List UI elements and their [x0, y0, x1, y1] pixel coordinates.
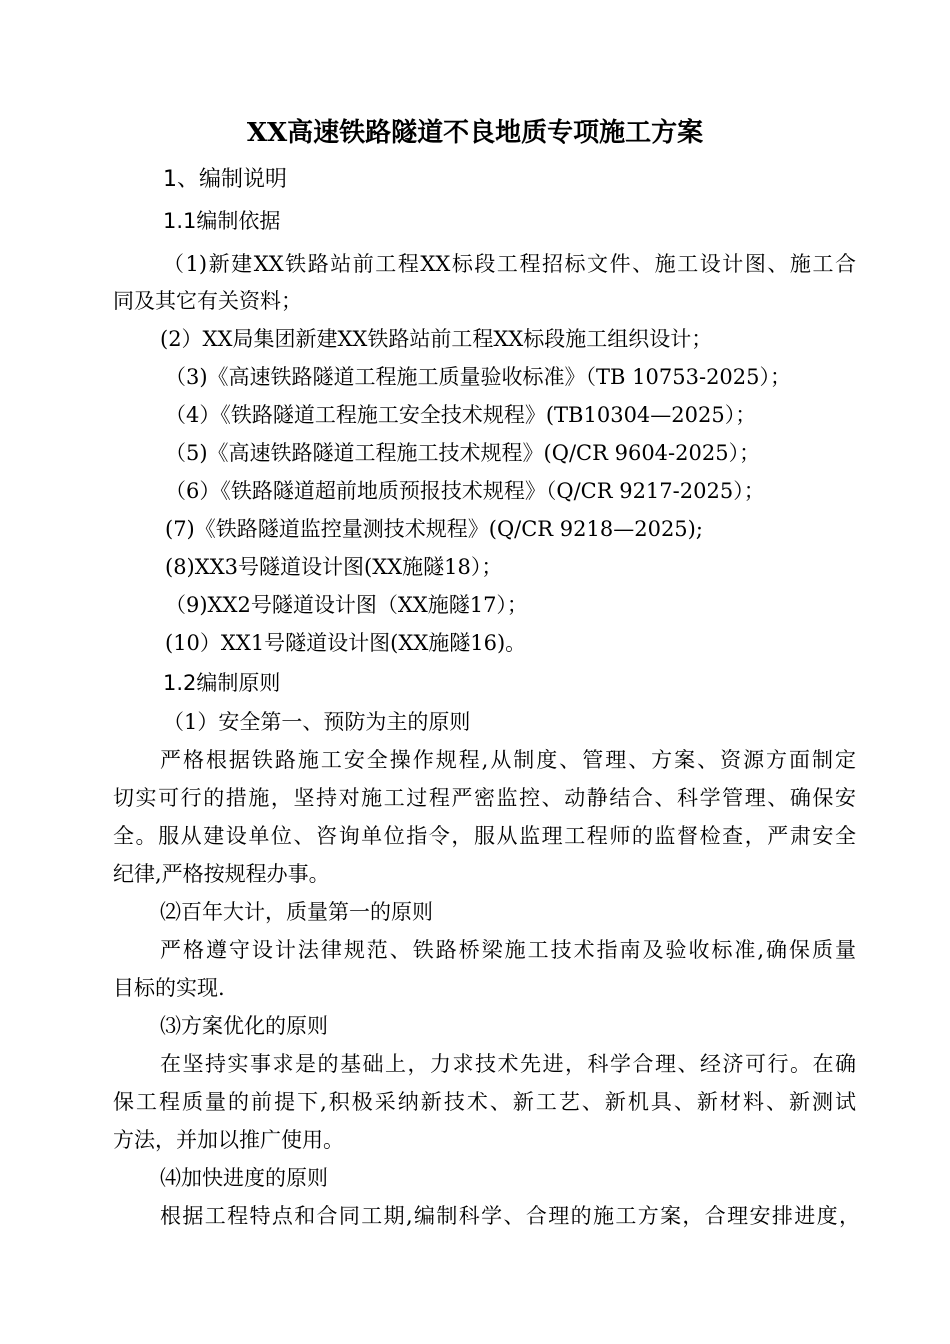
- principle-text-line: 根据工程特点和合同工期,编制科学、合理的施工方案，合理安排进度，: [160, 1204, 860, 1228]
- principle-heading-2: ⑵百年大计，质量第一的原则: [160, 900, 433, 924]
- section-heading-1-2: 1.2编制原则: [163, 671, 281, 695]
- principle-heading-4: ⑷加快进度的原则: [160, 1166, 328, 1190]
- basis-line-4: （4）《铁路隧道工程施工安全技术规程》(TB10304—2025）；: [165, 403, 757, 427]
- principle-text-line: 纪律,严格按规程办事。: [113, 862, 330, 886]
- principle-heading-3: ⑶方案优化的原则: [160, 1014, 328, 1038]
- basis-line-2: (2）XX局集团新建XX铁路站前工程XX标段施工组织设计；: [160, 327, 713, 351]
- basis-line-8: (8)XX3号隧道设计图(XX施隧18）；: [165, 555, 503, 579]
- basis-line-1: （1)新建XX铁路站前工程XX标段工程招标文件、施工设计图、施工合: [163, 252, 856, 276]
- basis-line-1-cont: 同及其它有关资料；: [113, 289, 302, 313]
- principle-text-line: 在坚持实事求是的基础上，力求技术先进，科学合理、经济可行。在确: [160, 1052, 856, 1076]
- section-heading-1-1: 1.1编制依据: [163, 209, 281, 233]
- principle-text-line: 保工程质量的前提下,积极采纳新技术、新工艺、新机具、新材料、新测试: [113, 1090, 856, 1114]
- principle-text-line: 方法，并加以推广使用。: [113, 1128, 344, 1152]
- principle-text-line: 严格根据铁路施工安全操作规程,从制度、管理、方案、资源方面制定: [160, 748, 856, 772]
- principle-heading-1: （1）安全第一、预防为主的原则: [163, 710, 471, 734]
- principle-text-line: 严格遵守设计法律规范、铁路桥梁施工技术指南及验收标准,确保质量: [160, 938, 856, 962]
- basis-line-3: （3)《高速铁路隧道工程施工质量验收标准》（TB 10753-2025）；: [165, 365, 792, 389]
- basis-line-5: （5)《高速铁路隧道工程施工技术规程》(Q/CR 9604-2025）；: [165, 441, 761, 465]
- principle-text-line: 目标的实现.: [113, 976, 225, 1000]
- section-heading-1: 1、编制说明: [163, 167, 287, 192]
- document-title: XX高速铁路隧道不良地质专项施工方案: [246, 118, 704, 148]
- principle-text-line: 全。服从建设单位、咨询单位指令，服从监理工程师的监督检查，严肃安全: [113, 824, 856, 848]
- basis-line-9: （9)XX2号隧道设计图（XX施隧17）；: [165, 593, 528, 617]
- basis-line-7: (7)《铁路隧道监控量测技术规程》(Q/CR 9218—2025);: [165, 517, 703, 541]
- principle-text-line: 切实可行的措施，坚持对施工过程严密监控、动静结合、科学管理、确保安: [113, 786, 856, 810]
- basis-line-10: (10）XX1号隧道设计图(XX施隧16)。: [165, 631, 527, 655]
- basis-line-6: （6）《铁路隧道超前地质预报技术规程》（Q/CR 9217-2025）；: [165, 479, 765, 503]
